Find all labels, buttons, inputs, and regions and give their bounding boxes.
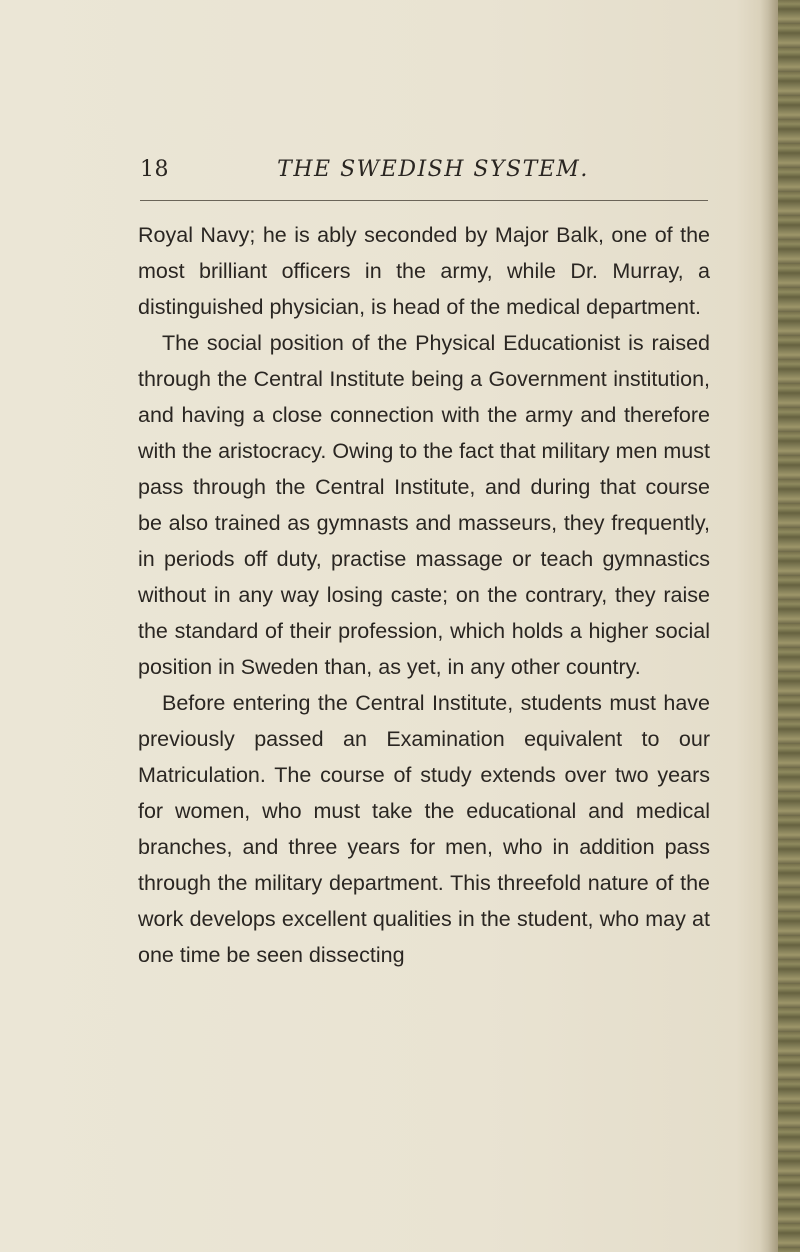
running-header xyxy=(140,157,710,197)
page-number: 18 xyxy=(140,157,169,182)
page-edge-shadow xyxy=(760,0,778,1252)
body-text xyxy=(138,217,710,973)
paragraph-1: Royal Navy; he is ably seconded by Major Balk, one of the most brilliant officers in the army, while Dr. Murray, a distinguished physician, is head of the medical department. xyxy=(138,223,710,319)
running-title: THE SWEDISH SYSTEM. xyxy=(277,157,589,182)
page-fore-edge xyxy=(778,0,800,1252)
paragraph-3: Before entering the Central Institute, students must have previously passed an Examination equivalent to our Matriculation. The course of study extends over two years for women, who must take the educational and medical branches, and three years for men, who in addition pass through the military department. This threefold nature of the work develops excellent qualities in the student, who may at one time be seen dissecting xyxy=(138,691,710,967)
header-rule xyxy=(140,200,708,201)
paragraph-2: The social position of the Physical Educationist is raised through the Central Institute being a Government institution, and having a close connection with the army and therefore with the aristocracy. Owing to the fact that military men must pass through the Central Institute, and during that course be also trained as gymnasts and masseurs, they frequently, in periods off duty, practise massage or teach gymnastics without in any way losing caste; on the contrary, they raise the standard of their profession, which holds a higher social position in Sweden than, as yet, in any other country. xyxy=(138,331,710,679)
